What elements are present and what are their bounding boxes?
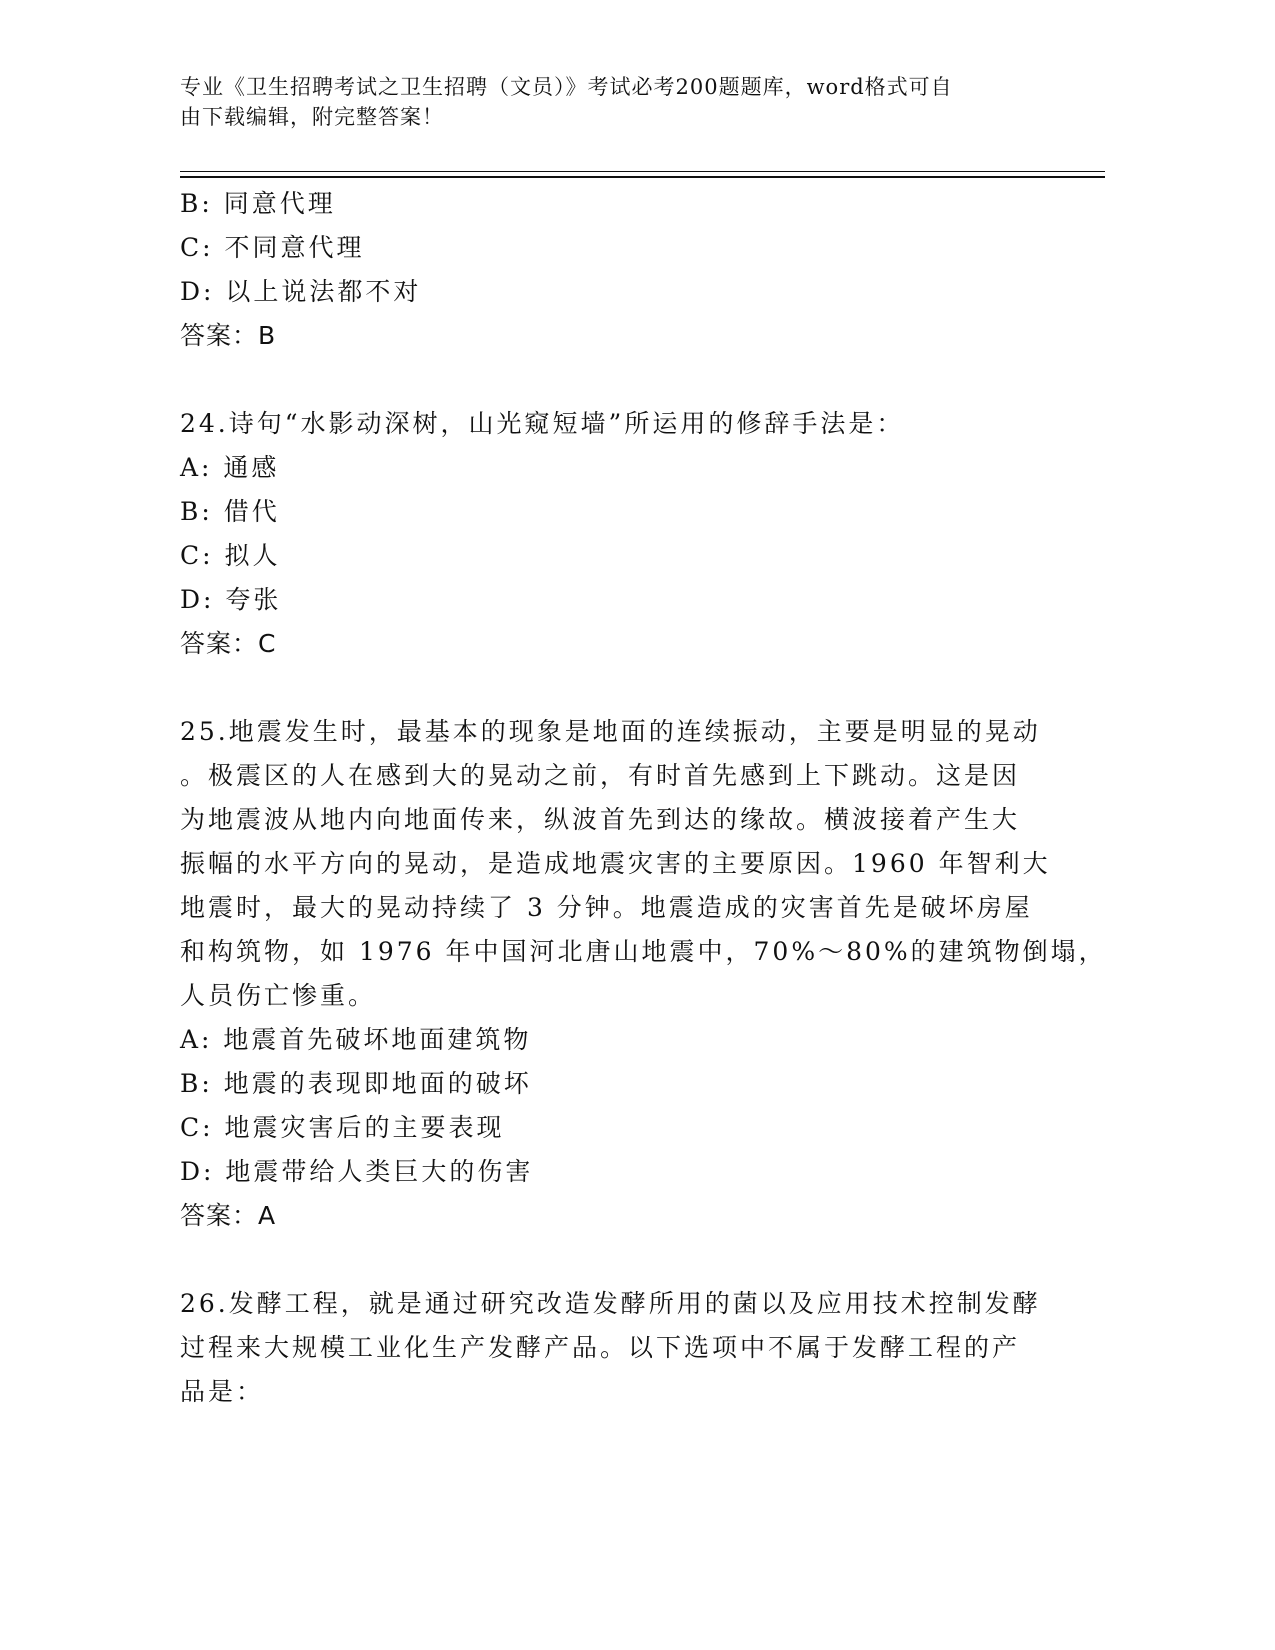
question-stem-line: 地震时，最大的晃动持续了 3 分钟。地震造成的灾害首先是破坏房屋 [180, 893, 1033, 922]
question-stem-line: 26.发酵工程，就是通过研究改造发酵所用的菌以及应用技术控制发酵 [180, 1289, 1041, 1318]
option-d: D: 地震带给人类巨大的伤害 [180, 1157, 534, 1186]
question-23 [180, 182, 1040, 358]
answer: 答案：C [180, 629, 277, 658]
question-stem-line: 振幅的水平方向的晃动，是造成地震灾害的主要原因。1960 年智利大 [180, 849, 1051, 878]
option-d: D: 夸张 [180, 585, 282, 614]
answer: 答案：A [180, 1201, 277, 1230]
option-c: C: 不同意代理 [180, 233, 365, 262]
header-line-1: 专业《卫生招聘考试之卫生招聘（文员）》考试必考200题题库，word格式可自 [180, 75, 953, 99]
option-b: B: 同意代理 [180, 189, 336, 218]
option-c: C: 拟人 [180, 541, 281, 570]
question-stem-line: 为地震波从地内向地面传来，纵波首先到达的缘故。横波接着产生大 [180, 805, 1021, 834]
header-divider-thin [180, 171, 1105, 172]
spacer [180, 666, 1040, 710]
header-line-2: 由下载编辑，附完整答案！ [180, 105, 444, 129]
option-d: D: 以上说法都不对 [180, 277, 422, 306]
question-stem-line: 和构筑物，如 1976 年中国河北唐山地震中，70%～80%的建筑物倒塌， [180, 937, 1107, 966]
option-b: B: 地震的表现即地面的破坏 [180, 1069, 532, 1098]
question-25 [180, 710, 1107, 1238]
question-stem-line: 品是： [180, 1377, 265, 1406]
option-c: C: 地震灾害后的主要表现 [180, 1113, 505, 1142]
option-a: A: 地震首先破坏地面建筑物 [180, 1025, 532, 1054]
question-stem-line: 过程来大规模工业化生产发酵产品。以下选项中不属于发酵工程的产 [180, 1333, 1021, 1362]
question-26 [180, 1282, 1040, 1414]
spacer [180, 1238, 1040, 1282]
option-b: B: 借代 [180, 497, 280, 526]
header-divider-thick [180, 176, 1105, 178]
question-stem-line: 。极震区的人在感到大的晃动之前，有时首先感到上下跳动。这是因 [180, 761, 1021, 790]
question-stem-line: 人员伤亡惨重。 [180, 981, 377, 1010]
question-24 [180, 402, 1040, 666]
question-stem-line: 25.地震发生时，最基本的现象是地面的连续振动，主要是明显的晃动 [180, 717, 1041, 746]
spacer [180, 358, 1040, 402]
question-stem: 24.诗句“水影动深树，山光窥短墙”所运用的修辞手法是： [180, 409, 905, 438]
answer: 答案：B [180, 321, 277, 350]
document-body [180, 182, 1107, 1414]
document-header [180, 72, 1040, 132]
option-a: A: 通感 [180, 453, 280, 482]
